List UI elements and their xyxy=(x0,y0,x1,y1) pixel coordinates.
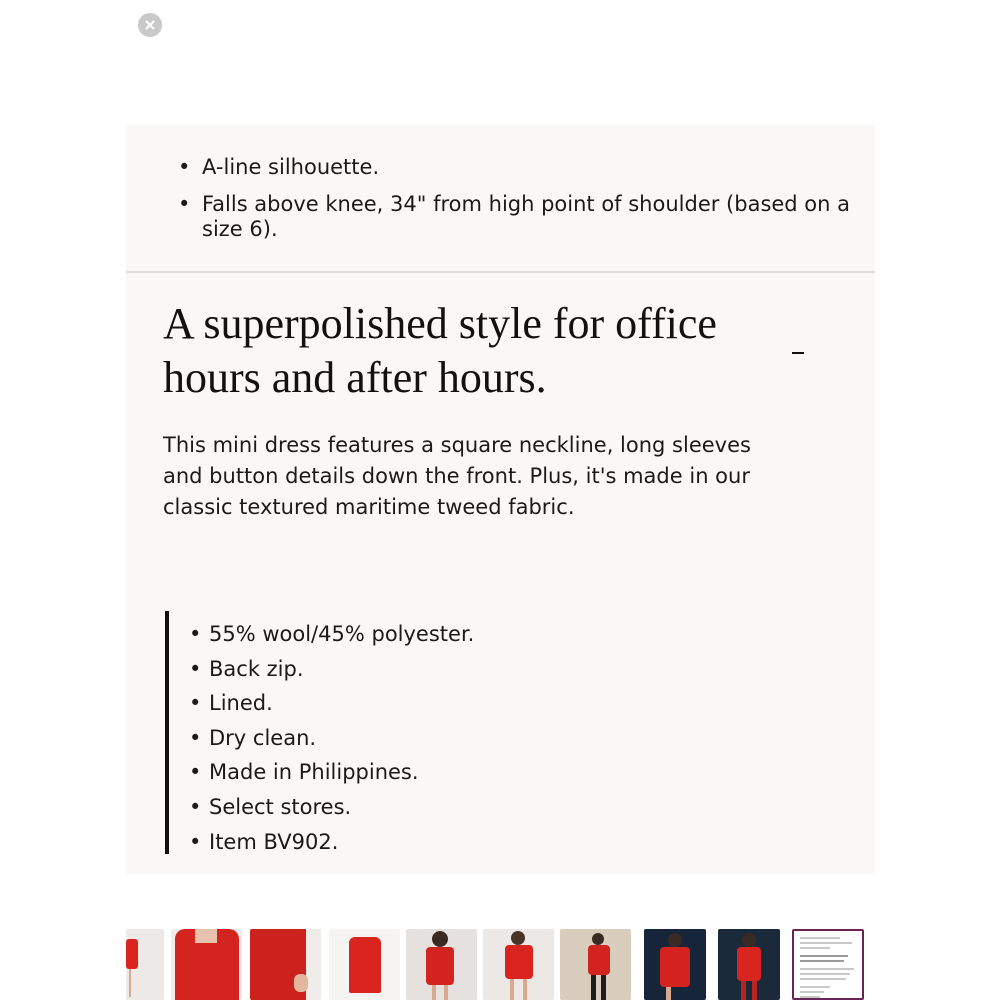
fit-details-list xyxy=(178,155,858,254)
collapse-dash[interactable] xyxy=(792,352,804,354)
thumbnail[interactable] xyxy=(718,929,780,1000)
thumbnail-text-preview xyxy=(800,937,856,1000)
list-item: • Dry clean. xyxy=(189,725,317,750)
close-icon xyxy=(145,20,155,30)
thumbnail[interactable] xyxy=(171,929,242,1000)
thumbnail[interactable] xyxy=(560,929,631,1000)
list-item: • Back zip. xyxy=(189,656,304,681)
list-item: • Select stores. xyxy=(189,794,352,819)
product-headline: A superpolished style for office hours and after hours. xyxy=(163,299,717,402)
spec-list xyxy=(189,617,474,859)
list-item: • Item BV902. xyxy=(189,829,339,854)
thumbnail[interactable] xyxy=(329,929,400,1000)
product-specs xyxy=(165,611,565,854)
product-details-panel xyxy=(126,125,875,874)
thumbnail[interactable] xyxy=(483,929,554,1000)
list-item: • Lined. xyxy=(189,691,273,716)
thumbnail[interactable] xyxy=(644,929,706,1000)
list-item: • Made in Philippines. xyxy=(189,760,419,785)
close-button[interactable] xyxy=(138,13,162,37)
thumbnail[interactable] xyxy=(406,929,477,1000)
thumbnail[interactable] xyxy=(250,929,321,1000)
spec-accent-bar xyxy=(165,611,169,854)
list-item: • A-line silhouette. xyxy=(178,155,380,179)
list-item: • Falls above knee, 34" from high point of shoulder (based on a size 6). xyxy=(178,192,851,241)
product-description: This mini dress features a square neckline, long sleeves and button details down the front. Plus, it's made in our classic textured maritime tweed fabric. xyxy=(163,433,751,519)
list-item: • 55% wool/45% polyester. xyxy=(189,622,475,646)
thumbnail[interactable] xyxy=(126,929,164,1000)
thumbnail-strip xyxy=(126,929,866,1000)
thumbnail-selected[interactable] xyxy=(792,929,864,1000)
section-divider xyxy=(126,271,875,273)
